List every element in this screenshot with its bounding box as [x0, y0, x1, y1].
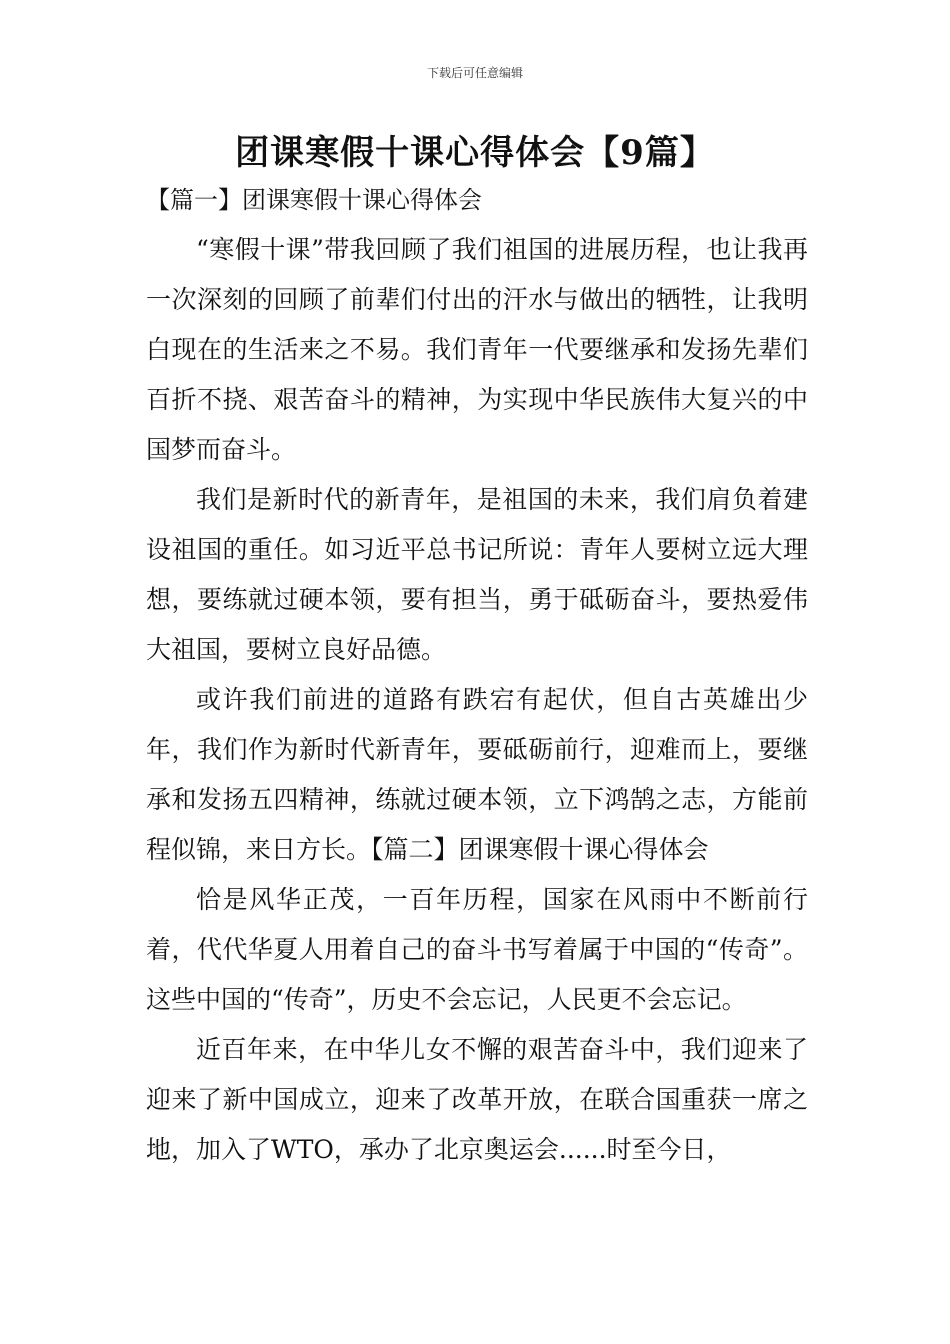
- section-heading: 【篇一】团课寒假十课心得体会: [146, 186, 482, 214]
- page-header-note: 下载后可任意编辑: [426, 66, 523, 80]
- paragraph: “寒假十课”带我回顾了我们祖国的进展历程，也让我再一次深刻的回顾了前辈们付出的汗水与做出的牺牲，让我明白现在的生活来之不易。我们青年一代要继承和发扬先辈们百折不挠、艰苦奋斗的精神，为实现中华民族伟大复兴的中国梦而奋斗。: [146, 235, 808, 464]
- paragraph: 近百年来，在中华儿女不懈的艰苦奋斗中，我们迎来了迎来了新中国成立，迎来了改革开放，在联合国重获一席之地，加入了WTO，承办了北京奥运会......时至今日，: [146, 1035, 808, 1164]
- paragraph: 恰是风华正茂，一百年历程，国家在风雨中不断前行着，代代华夏人用着自己的奋斗书写着属于中国的“传奇”。这些中国的“传奇”，历史不会忘记，人民更不会忘记。: [146, 885, 808, 1014]
- body-text: [146, 225, 808, 1175]
- paragraph: 我们是新时代的新青年，是祖国的未来，我们肩负着建设祖国的重任。如习近平总书记所说：青年人要树立远大理想，要练就过硬本领，要有担当，勇于砥砺奋斗，要热爱伟大祖国，要树立良好品德。: [146, 485, 808, 664]
- paragraph: 或许我们前进的道路有跌宕有起伏，但自古英雄出少年，我们作为新时代新青年，要砥砺前行，迎难而上，要继承和发扬五四精神，练就过硬本领，立下鸿鹄之志，方能前程似锦，来日方长。【篇二】团课寒假十课心得体会: [146, 685, 808, 864]
- document-title: 团课寒假十课心得体会【9篇】: [235, 133, 715, 173]
